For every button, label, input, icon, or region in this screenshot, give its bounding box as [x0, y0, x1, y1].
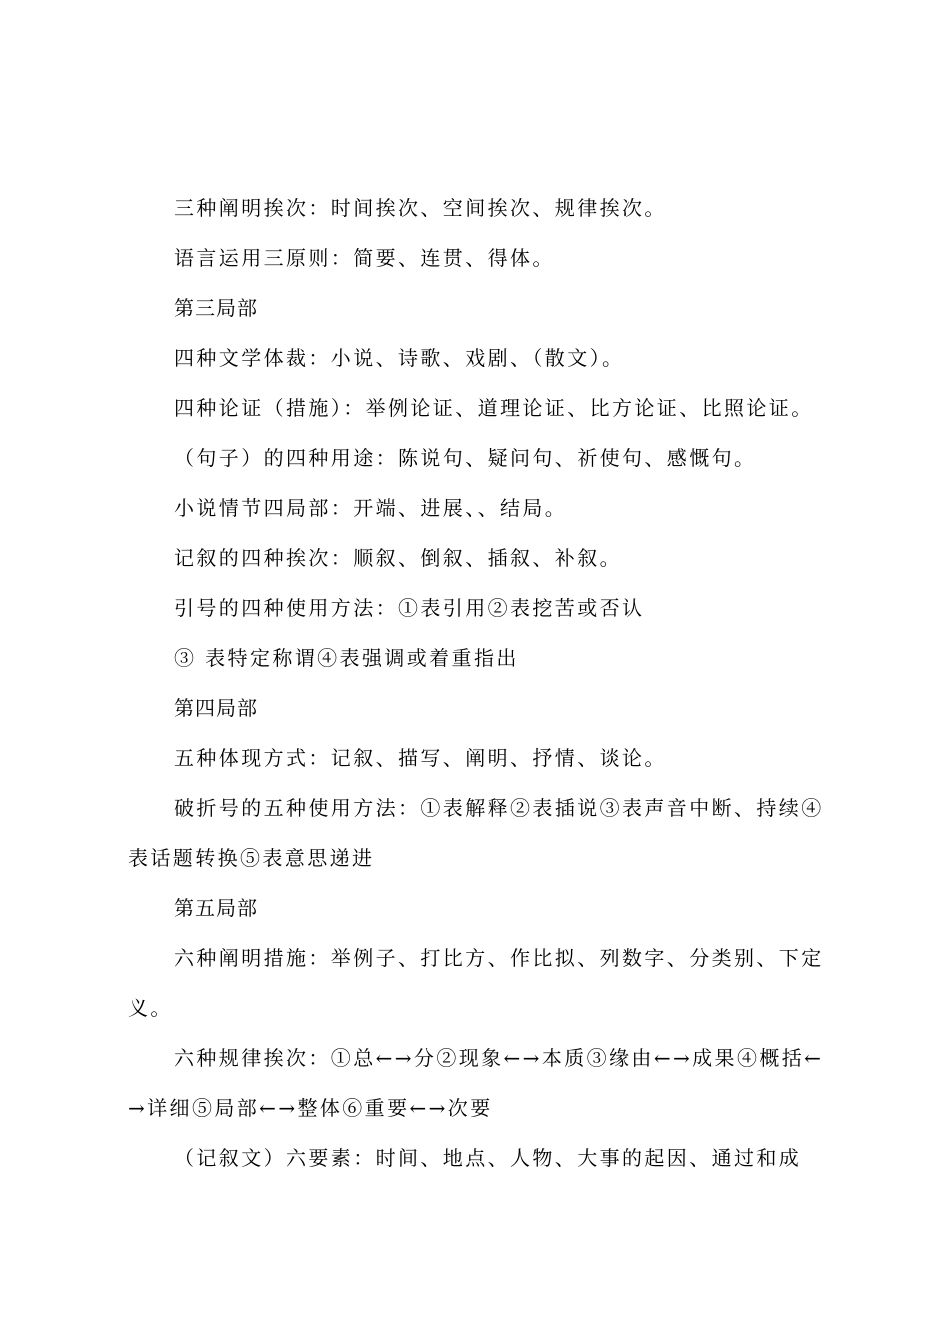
paragraph-narrative-elements: （记叙文）六要素：时间、地点、人物、大事的起因、通过和成 — [174, 1146, 802, 1170]
paragraph-sentence-uses: （句子）的四种用途：陈说句、疑问句、祈使句、感慨句。 — [174, 446, 757, 470]
section-heading-part-five: 第五局部 — [174, 896, 258, 920]
paragraph-literary-genres: 四种文学体裁：小说、诗歌、戏剧、（散文）。 — [174, 346, 625, 370]
document-body — [128, 183, 836, 1183]
paragraph-quotation-mark-uses: 引号的四种使用方法：①表引用②表挖苦或否认 — [174, 596, 645, 620]
paragraph-argument-methods: 四种论证（措施）：举例论证、道理论证、比方论证、比照论证。 — [174, 396, 814, 420]
paragraph-explanation-methods: 六种阐明措施：举例子、打比方、作比拟、列数字、分类别、下定义。 — [128, 946, 824, 1020]
section-heading-part-three: 第三局部 — [174, 296, 258, 320]
paragraph-explanation-order: 三种阐明挨次：时间挨次、空间挨次、规律挨次。 — [174, 196, 667, 220]
paragraph-logical-order: 六种规律挨次：①总←→分②现象←→本质③缘由←→成果④概括←→详细⑤局部←→整体⑥重要←→次要 — [128, 1046, 824, 1120]
section-heading-part-four: 第四局部 — [174, 696, 258, 720]
paragraph-language-principles: 语言运用三原则：简要、连贯、得体。 — [174, 246, 555, 270]
paragraph-quotation-mark-uses-cont: ③ 表特定称谓④表强调或着重指出 — [174, 646, 519, 670]
paragraph-dash-uses: 破折号的五种使用方法：①表解释②表插说③表声音中断、持续④表话题转换⑤表意思递进 — [128, 796, 824, 870]
paragraph-narrative-order: 记叙的四种挨次：顺叙、倒叙、插叙、补叙。 — [174, 546, 622, 570]
paragraph-expression-modes: 五种体现方式：记叙、描写、阐明、抒情、谈论。 — [174, 746, 667, 770]
paragraph-plot-parts: 小说情节四局部：开端、进展、、结局。 — [174, 496, 568, 520]
